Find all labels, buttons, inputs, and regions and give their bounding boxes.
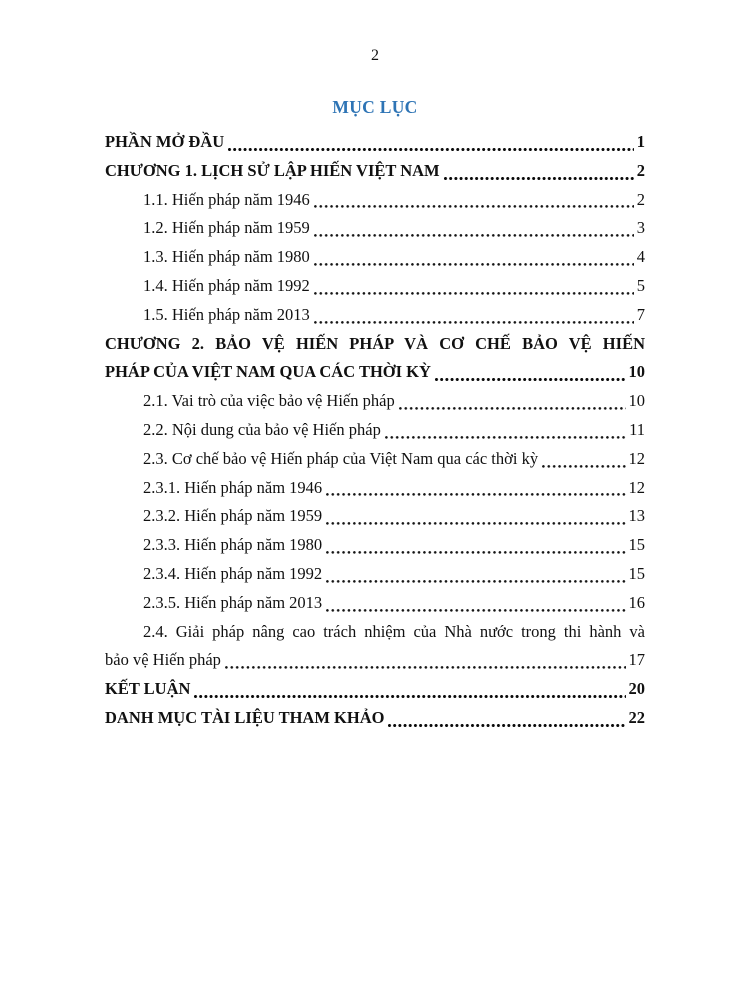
toc-entry-label: 2.3.4. Hiến pháp năm 1992 bbox=[143, 563, 323, 583]
toc-entry-line1: CHƯƠNG 2. BẢO VỆ HIẾN PHÁP VÀ CƠ CHẾ BẢO VỆ HIẾN bbox=[105, 333, 645, 353]
toc-entry bbox=[105, 301, 645, 330]
toc-entry-label: bảo vệ Hiến pháp bbox=[105, 650, 221, 670]
toc-entry-label: PHÁP CỦA VIỆT NAM QUA CÁC THỜI KỲ bbox=[105, 362, 431, 382]
toc-entry-page: 15 bbox=[628, 563, 645, 583]
dot-leader bbox=[228, 128, 634, 157]
dot-leader bbox=[435, 358, 626, 387]
toc-entry-line1: 2.4. Giải pháp nâng cao trách nhiệm của Nhà nước trong thi hành và bbox=[143, 621, 645, 641]
toc-entry bbox=[105, 704, 645, 733]
toc-entry bbox=[105, 560, 645, 589]
toc-entry-page: 4 bbox=[636, 247, 645, 267]
toc-entry bbox=[105, 358, 645, 387]
toc-entry bbox=[105, 272, 645, 301]
toc-entry-label: KẾT LUẬN bbox=[105, 679, 191, 699]
toc-entry-label: 2.2. Nội dung của bảo vệ Hiến pháp bbox=[143, 419, 381, 439]
toc-entry bbox=[105, 416, 645, 445]
toc-entry-label: 2.3.1. Hiến pháp năm 1946 bbox=[143, 477, 323, 497]
toc-entry bbox=[105, 646, 645, 675]
toc-entry-page: 12 bbox=[628, 477, 645, 497]
toc-entry bbox=[105, 157, 645, 186]
toc-entry bbox=[105, 186, 645, 215]
toc-entry-page: 5 bbox=[636, 275, 645, 295]
page-number: 2 bbox=[371, 47, 379, 64]
toc-entry-page: 3 bbox=[636, 218, 645, 238]
toc-entry-label: 2.3.3. Hiến pháp năm 1980 bbox=[143, 535, 323, 555]
dot-leader bbox=[326, 589, 625, 618]
toc-entry bbox=[105, 589, 645, 618]
toc-entry-page: 16 bbox=[628, 592, 645, 612]
dot-leader bbox=[314, 243, 634, 272]
toc-entry-label: PHẦN MỞ ĐẦU bbox=[105, 132, 225, 151]
toc bbox=[105, 128, 645, 733]
toc-entry-page: 2 bbox=[636, 189, 645, 209]
toc-title: MỤC LỤC bbox=[332, 97, 418, 117]
toc-entry-label: 1.1. Hiến pháp năm 1946 bbox=[143, 189, 310, 209]
toc-entry-label: 2.3.5. Hiến pháp năm 2013 bbox=[143, 592, 323, 612]
dot-leader bbox=[314, 301, 634, 330]
toc-entry-page: 15 bbox=[628, 535, 645, 555]
dot-leader bbox=[326, 531, 625, 560]
dot-leader bbox=[314, 214, 634, 243]
toc-entry bbox=[105, 387, 645, 416]
dot-leader bbox=[326, 560, 625, 589]
toc-entry bbox=[105, 128, 645, 157]
dot-leader bbox=[314, 186, 634, 215]
toc-entry-label: CHƯƠNG 1. LỊCH SỬ LẬP HIẾN VIỆT NAM bbox=[105, 160, 440, 180]
toc-entry-label: 1.2. Hiến pháp năm 1959 bbox=[143, 218, 310, 238]
dot-leader bbox=[385, 416, 626, 445]
dot-leader bbox=[542, 445, 625, 474]
toc-entry-page: 13 bbox=[628, 506, 645, 526]
dot-leader bbox=[194, 675, 625, 704]
toc-entry-page: 22 bbox=[628, 707, 645, 727]
toc-entry-page: 1 bbox=[636, 132, 645, 151]
toc-entry-page: 10 bbox=[628, 391, 645, 411]
toc-entry bbox=[105, 445, 645, 474]
toc-entry-page: 12 bbox=[628, 448, 645, 468]
toc-entry-page: 10 bbox=[628, 362, 645, 382]
toc-entry-label: 2.3.2. Hiến pháp năm 1959 bbox=[143, 506, 323, 526]
toc-entry-page: 17 bbox=[628, 650, 645, 670]
dot-leader bbox=[314, 272, 634, 301]
toc-entry bbox=[105, 531, 645, 560]
toc-entry-label: 2.3. Cơ chế bảo vệ Hiến pháp của Việt Nam qua các thời kỳ bbox=[143, 448, 539, 468]
toc-entry-label: 2.1. Vai trò của việc bảo vệ Hiến pháp bbox=[143, 391, 395, 411]
dot-leader bbox=[326, 502, 625, 531]
toc-entry-page: 7 bbox=[636, 304, 645, 324]
toc-entry-label: 1.4. Hiến pháp năm 1992 bbox=[143, 275, 310, 295]
dot-leader bbox=[444, 157, 634, 186]
toc-entry-page: 11 bbox=[629, 419, 645, 439]
dot-leader bbox=[225, 646, 626, 675]
dot-leader bbox=[388, 704, 625, 733]
toc-entry-page: 2 bbox=[636, 160, 645, 180]
toc-entry-label: 1.3. Hiến pháp năm 1980 bbox=[143, 247, 310, 267]
toc-entry bbox=[105, 214, 645, 243]
toc-entry-label: DANH MỤC TÀI LIỆU THAM KHẢO bbox=[105, 707, 385, 727]
dot-leader bbox=[399, 387, 626, 416]
toc-entry-label: 1.5. Hiến pháp năm 2013 bbox=[143, 304, 310, 324]
dot-leader bbox=[326, 474, 625, 503]
toc-entry bbox=[105, 675, 645, 704]
toc-entry-page: 20 bbox=[628, 679, 645, 699]
toc-entry bbox=[105, 502, 645, 531]
toc-entry bbox=[105, 474, 645, 503]
toc-entry bbox=[105, 243, 645, 272]
